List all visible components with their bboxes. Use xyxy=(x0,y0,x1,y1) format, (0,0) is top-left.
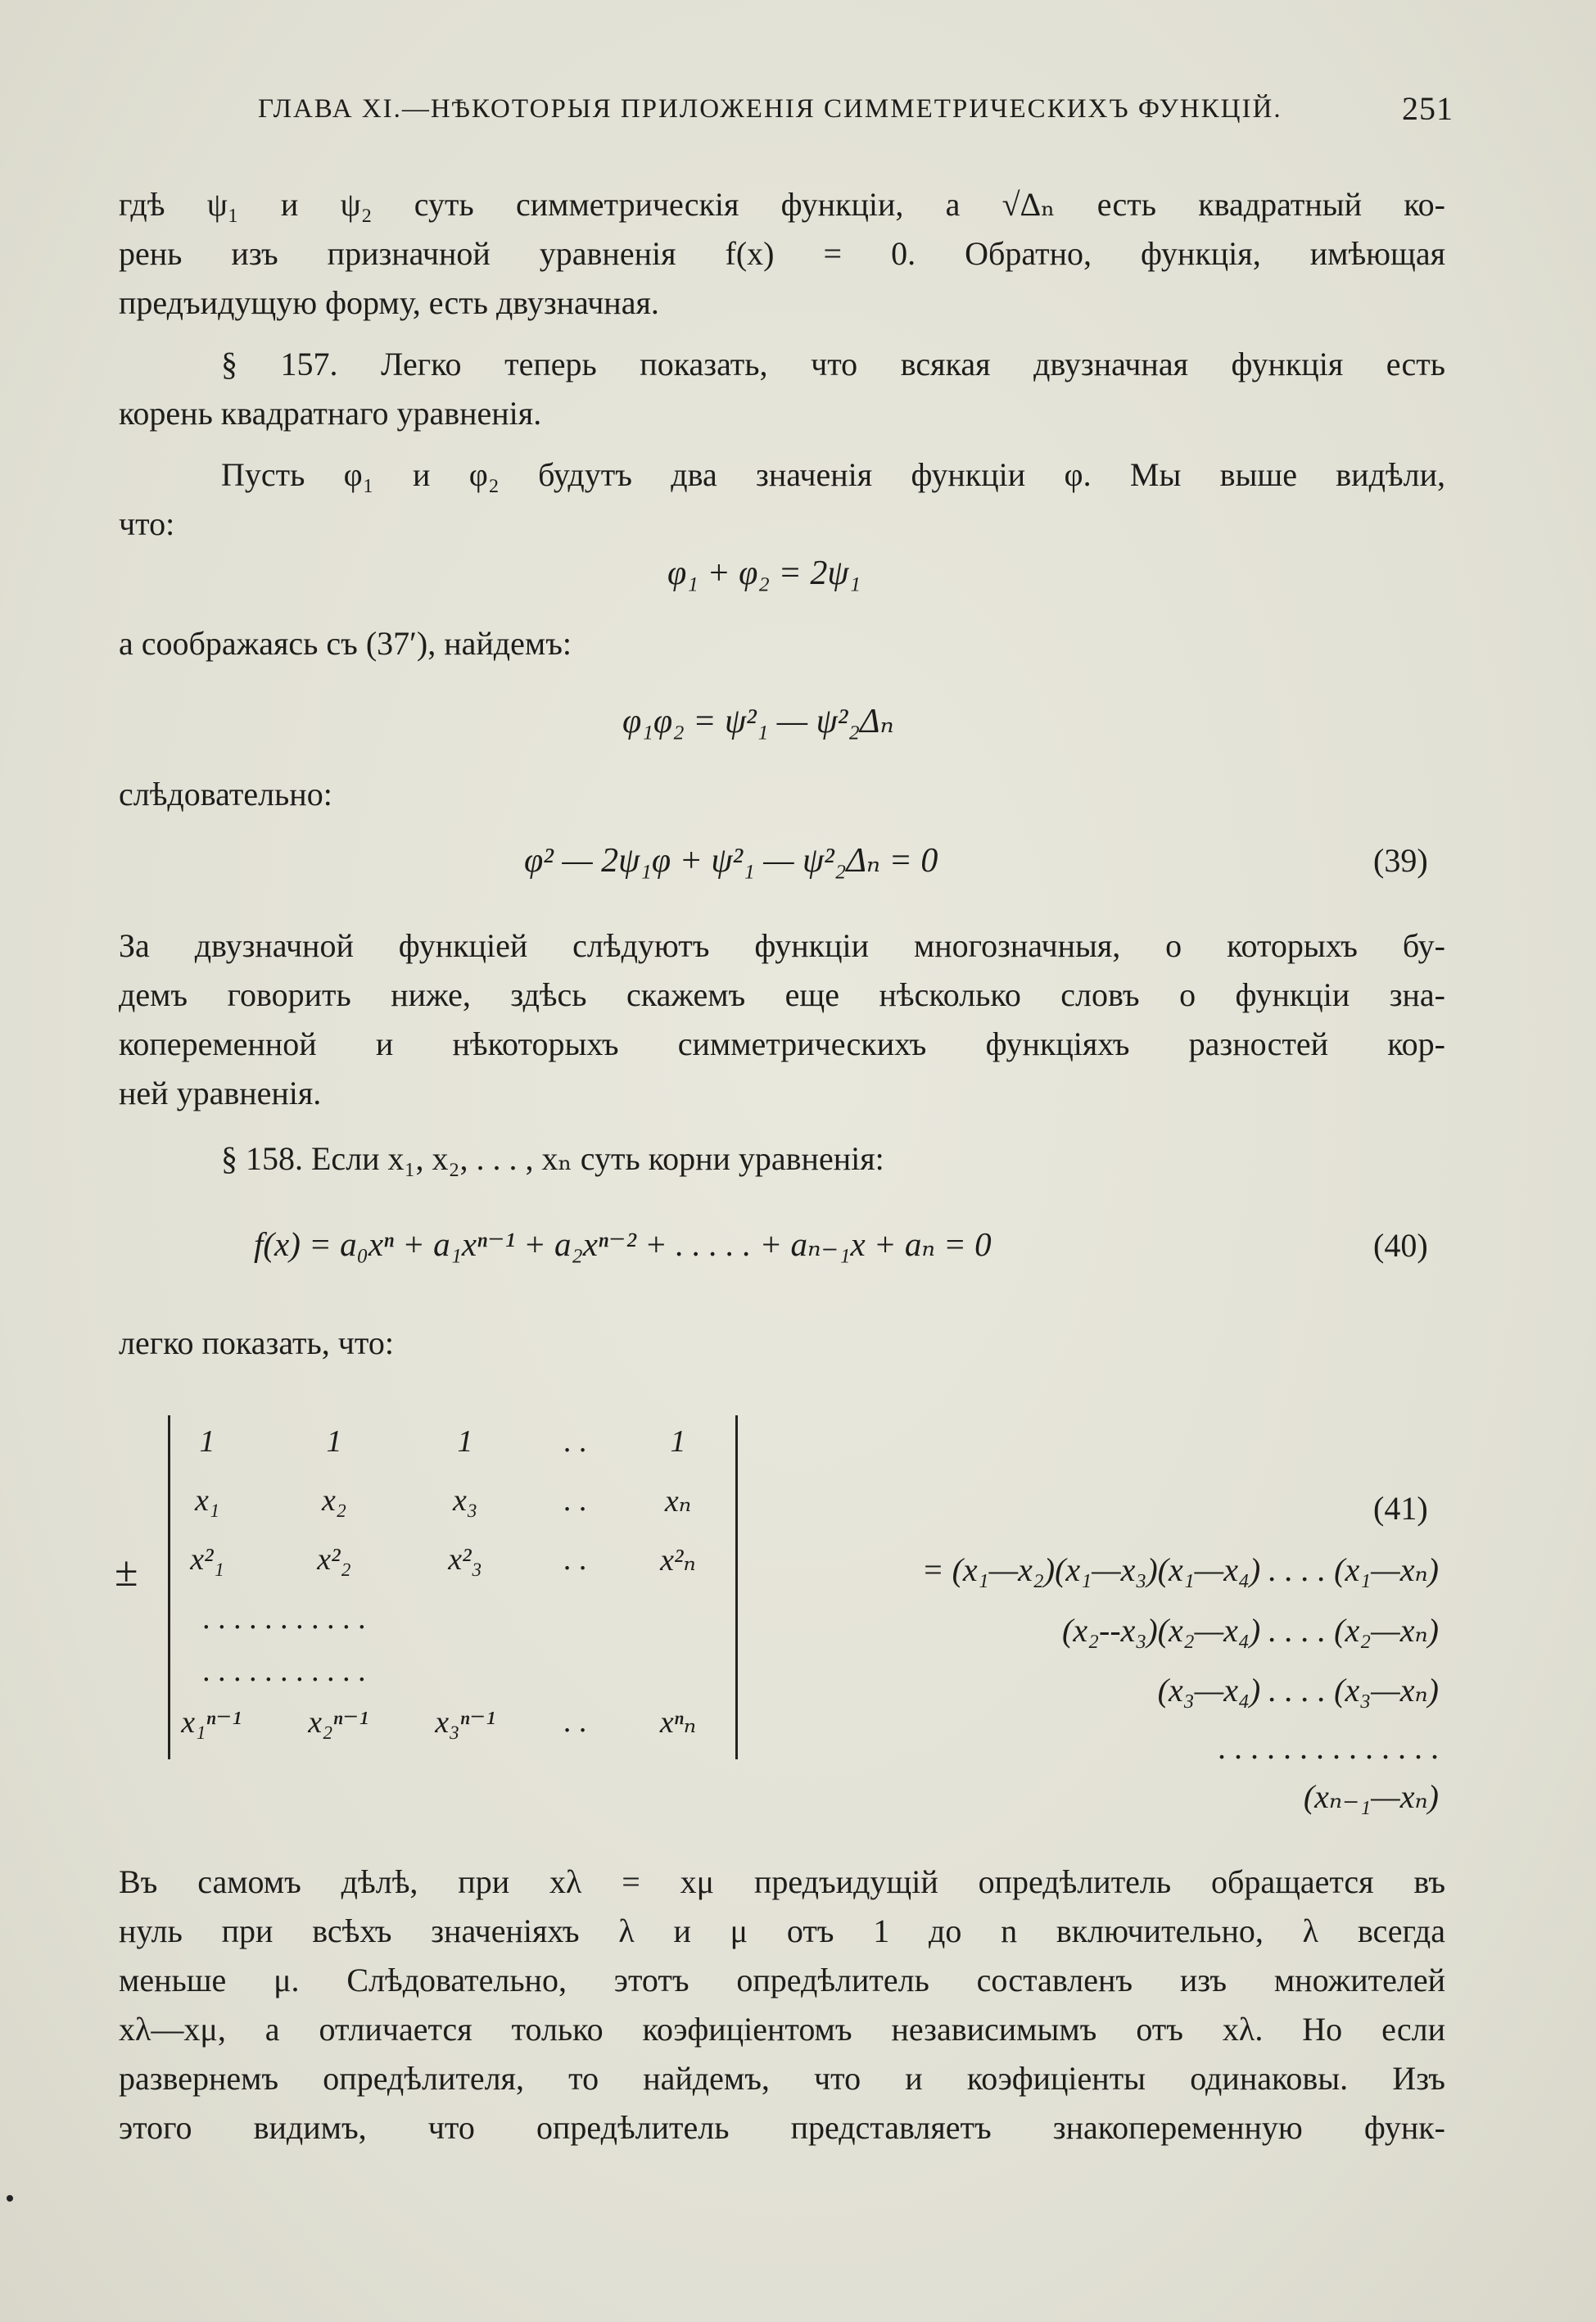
text-line: рень изъ призначной уравненія f(x) = 0. Обратно, функція, имѣющая xyxy=(119,235,1445,272)
paragraph-3 xyxy=(119,450,1445,549)
matrix-cell: x²₁ xyxy=(190,1542,224,1577)
text-line: демъ говорить ниже, здѣсь скажемъ еще нѣсколько словъ о функціи зна- xyxy=(119,976,1445,1013)
matrix-cell: x₁ xyxy=(194,1483,220,1518)
paragraph-158 xyxy=(119,1134,1445,1184)
matrix-cell: x²₃ xyxy=(448,1542,482,1577)
paragraph-5 xyxy=(119,770,1445,819)
vandermonde-determinant xyxy=(168,1415,738,1759)
matrix-cell: x₂ⁿ⁻¹ xyxy=(308,1705,368,1740)
matrix-cell: . . xyxy=(563,1704,588,1739)
text-line: легко показать, что: xyxy=(119,1324,394,1361)
matrix-row xyxy=(170,1541,735,1587)
paragraph-8 xyxy=(119,1319,1445,1368)
page-number: 251 xyxy=(1402,90,1454,127)
matrix-cell: x₃ⁿ⁻¹ xyxy=(435,1705,495,1740)
equation-number-40: (40) xyxy=(1373,1227,1428,1264)
paragraph-6 xyxy=(119,921,1445,1118)
text-line: а соображаясь съ (37′), найдемъ: xyxy=(119,625,572,662)
matrix-cell: 1 xyxy=(457,1424,473,1459)
text-line: гдѣ ψ₁ и ψ₂ суть симметрическія функціи, а √Δₙ есть квадратный ко- xyxy=(119,186,1445,223)
product-dots: . . . . . . . . . . . . . . xyxy=(1218,1729,1439,1766)
text-line: предъидущую форму, есть двузначная. xyxy=(119,284,659,321)
text-line: меньше μ. Слѣдовательно, этотъ опредѣлитель составленъ изъ множителей xyxy=(119,1962,1445,1998)
running-title: ГЛАВА XI.—НѢКОТОРЫЯ ПРИЛОЖЕНІЯ СИММЕТРИЧЕСКИХЪ ФУНКЦІЙ. xyxy=(258,94,1282,124)
matrix-cell: . . xyxy=(563,1483,588,1518)
matrix-cell: x²₂ xyxy=(317,1542,351,1577)
product-line-2: (x₂--x₃)(x₂—x₄) . . . . (x₂—xₙ) xyxy=(1062,1612,1439,1649)
text-line: что: xyxy=(119,505,175,542)
matrix-cell: 1 xyxy=(199,1424,215,1459)
matrix-cell: 1 xyxy=(670,1424,686,1459)
matrix-row xyxy=(170,1704,735,1749)
matrix-cell: x²ₙ xyxy=(660,1543,696,1577)
matrix-cell: 1 xyxy=(326,1424,342,1459)
matrix-row xyxy=(170,1424,735,1469)
product-line-last: (xₙ₋₁—xₙ) xyxy=(1303,1778,1439,1815)
formula-40: f(x) = a₀xⁿ + a₁xⁿ⁻¹ + a₂xⁿ⁻² + . . . . . + aₙ₋₁x + aₙ = 0 xyxy=(254,1225,992,1263)
text-line: § 157. Легко теперь показать, что всякая двузначная функція есть xyxy=(221,346,1445,382)
matrix-cell: x₃ xyxy=(452,1483,478,1518)
text-line: Въ самомъ дѣлѣ, при xλ = xμ предъидущій опредѣлитель обращается въ xyxy=(119,1863,1445,1900)
paragraph-4 xyxy=(119,619,1445,668)
matrix-dots-row xyxy=(170,1653,735,1699)
plus-minus-sign: ± xyxy=(115,1549,138,1596)
text-line: корень квадратнаго уравненія. xyxy=(119,395,542,432)
formula-sum: φ₁ + φ₂ = 2ψ₁ xyxy=(667,554,861,592)
matrix-cell: . . xyxy=(563,1424,588,1459)
formula-39: φ² — 2ψ₁φ + ψ²₁ — ψ²₂Δₙ = 0 xyxy=(524,842,938,880)
equation-number-39: (39) xyxy=(1373,842,1428,879)
product-line-3: (x₃—x₄) . . . . (x₃—xₙ) xyxy=(1157,1672,1439,1709)
equation-number-41: (41) xyxy=(1373,1490,1428,1527)
formula-product: φ₁φ₂ = ψ²₁ — ψ²₂Δₙ xyxy=(622,703,894,740)
text-line: Пусть φ₁ и φ₂ будутъ два значенія функціи φ. Мы выше видѣли, xyxy=(221,456,1445,493)
matrix-dots: . . . . . . . . . . . xyxy=(203,1601,367,1636)
text-line: нуль при всѣхъ значеніяхъ λ и μ отъ 1 до n включительно, λ всегда xyxy=(119,1912,1445,1949)
matrix-cell: x₁ⁿ⁻¹ xyxy=(181,1705,242,1740)
paragraph-9 xyxy=(119,1858,1445,2152)
text-line: развернемъ опредѣлителя, то найдемъ, что и коэфиціенты одинаковы. Изъ xyxy=(119,2060,1445,2097)
text-line: За двузначной функціей слѣдуютъ функціи многозначныя, о которыхъ бу- xyxy=(119,927,1445,964)
text-line: слѣдовательно: xyxy=(119,776,332,812)
product-line-1: = (x₁—x₂)(x₁—x₃)(x₁—x₄) . . . . (x₁—xₙ) xyxy=(921,1551,1439,1588)
paragraph-157 xyxy=(119,340,1445,438)
text-line: § 158. Если x₁, x₂, . . . , xₙ суть корни уравненія: xyxy=(221,1140,884,1177)
margin-speck xyxy=(7,2195,13,2202)
matrix-row xyxy=(170,1482,735,1528)
matrix-dots: . . . . . . . . . . . xyxy=(203,1654,367,1688)
text-line: ней уравненія. xyxy=(119,1075,322,1111)
matrix-cell: xⁿₙ xyxy=(659,1705,697,1740)
matrix-cell: . . xyxy=(563,1542,588,1577)
matrix-cell: xₙ xyxy=(664,1484,692,1519)
text-line: копеременной и нѣкоторыхъ симметрическихъ функціяхъ разностей кор- xyxy=(119,1025,1445,1062)
text-line: xλ—xμ, а отличается только коэфиціентомъ независимымъ отъ xλ. Но если xyxy=(119,2011,1445,2048)
running-header xyxy=(258,90,1454,127)
text-line: этого видимъ, что опредѣлитель представляетъ знакопеременную функ- xyxy=(119,2109,1445,2146)
matrix-cell: x₂ xyxy=(321,1483,347,1518)
paragraph-1 xyxy=(119,180,1445,328)
matrix-dots-row xyxy=(170,1600,735,1646)
